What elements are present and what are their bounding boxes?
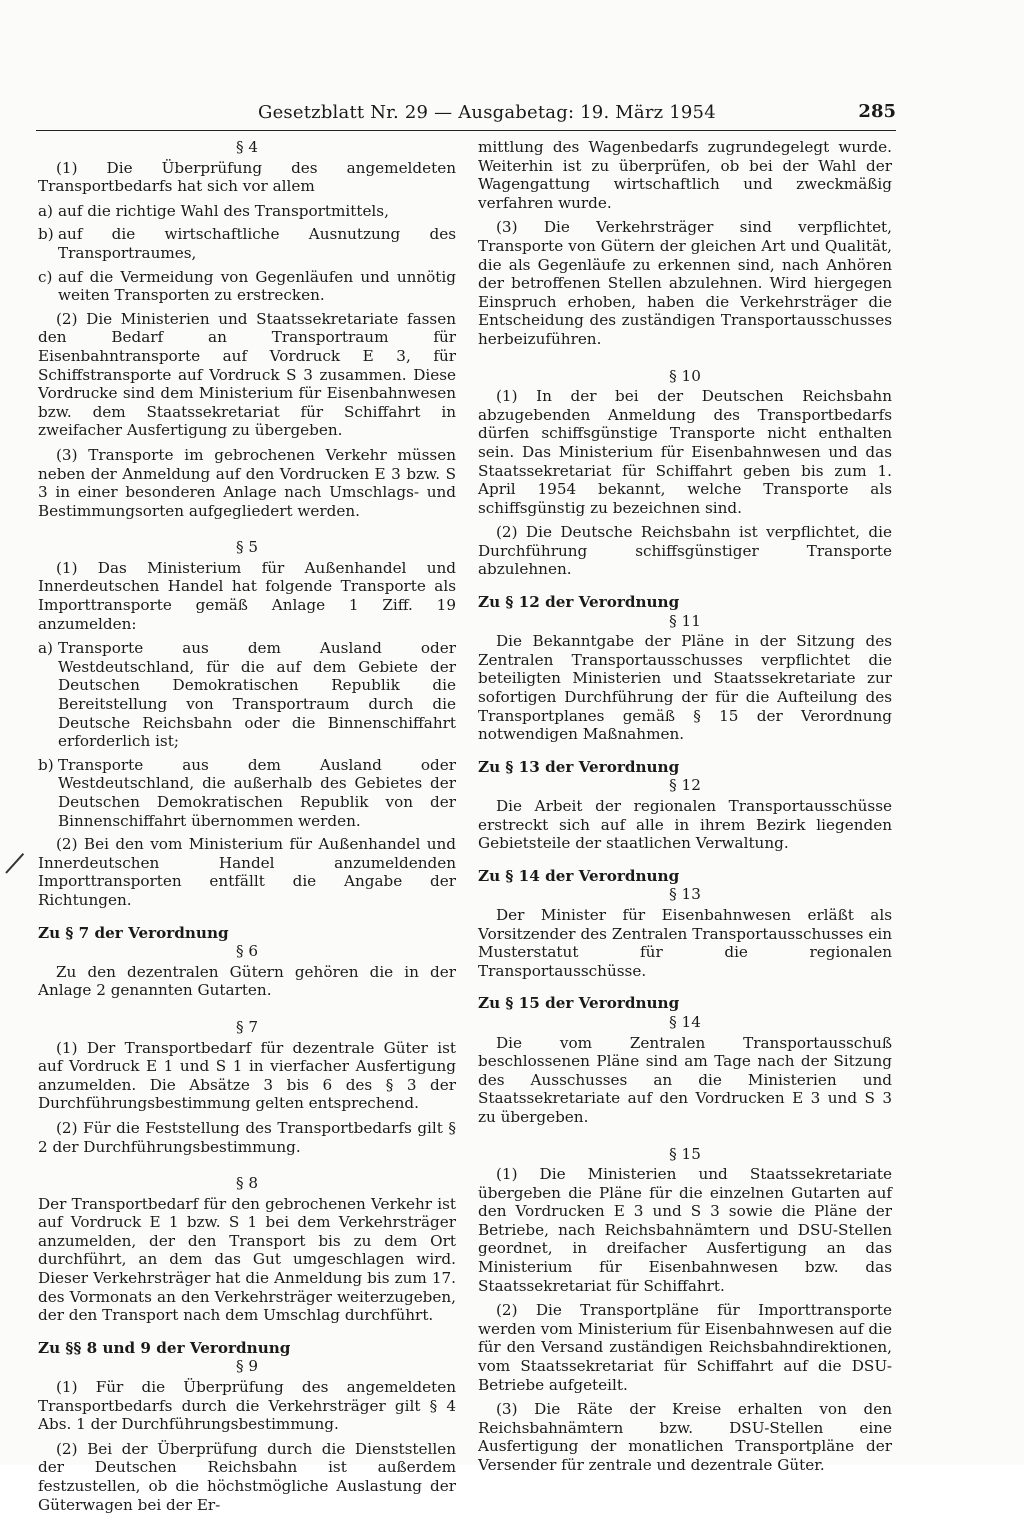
list-text: auf die Vermeidung von Gegenläufen und unnötig weiten Transporten zu erstrecken. — [58, 267, 456, 305]
section-heading: § 7 — [235, 1017, 259, 1036]
paragraph: (3) Die Räte der Kreise erhalten von den Reichsbahnämtern bzw. DSU-Stellen eine Ausfertigung der monatlichen Transportpläne der Versender für zentrale und dezentrale Güter. — [478, 1400, 892, 1474]
subheading-verordnung: Zu § 14 der Verordnung — [478, 866, 680, 885]
list-item — [38, 639, 456, 751]
section-heading: § 13 — [669, 885, 701, 904]
paragraph: Die vom Zentralen Transportausschuß beschlossenen Pläne sind am Tage nach der Sitzung des Ausschusses an die Ministerien und Staatssekretariate auf den Vordrucken E 3 und S 3 zu übergeben. — [478, 1033, 892, 1126]
paragraph: (1) Die Ministerien und Staatssekretariate übergeben die Pläne für die einzelnen Gutarten auf den Vordrucken E 3 und S 3 sowie die Pläne der Betriebe, nach Reichsbahnämtern und DSU-Stellen geordnet, in dreifacher Ausfertigung an das Ministerium für Eisenbahnwesen bzw. das Staatssekretariat für Schiffahrt. — [478, 1165, 892, 1295]
paragraph: (1) Der Transportbedarf für dezentrale Güter ist auf Vordruck E 1 und S 1 in vierfacher Ausfertigung anzumelden. Die Absätze 3 bis 6 des § 3 der Durchführungsbestimmung gelten entsprechend. — [38, 1038, 456, 1113]
subheading-verordnung: Zu § 7 der Verordnung — [38, 923, 229, 942]
paragraph: (2) Bei den vom Ministerium für Außenhandel und Innerdeutschen Handel anzumeldenden Importtransporten entfällt die Angabe der Richtungen. — [38, 835, 456, 909]
list-label: b) — [38, 755, 54, 774]
section-heading: § 4 — [235, 138, 259, 156]
list-text: Transporte aus dem Ausland oder Westdeutschland, für die auf dem Gebiete der Deutschen Demokratischen Republik die Bereitstellung von Transportraum durch die Deutsche Reichsbahn oder die Binnenschiffahrt erforderlich ist; — [58, 639, 456, 751]
right-column — [478, 138, 892, 1481]
list-item — [38, 225, 456, 262]
section-heading: § 15 — [669, 1144, 701, 1163]
paragraph: (1) Das Ministerium für Außenhandel und Innerdeutschen Handel hat folgende Transporte als Importtransporte gemäß Anlage 1 Ziff. 19 anzumelden: — [38, 558, 456, 633]
list-item — [38, 268, 456, 305]
header-title: Gesetzblatt Nr. 29 — Ausgabetag: 19. März 1954 — [258, 102, 716, 123]
subheading-verordnung: Zu § 12 der Verordnung — [478, 593, 680, 612]
list-text: Transporte aus dem Ausland oder Westdeutschland, die außerhalb des Gebietes der Deutschen Demokratischen Republik von der Binnenschiffahrt übernommen werden. — [58, 755, 456, 830]
scan-mark — [5, 853, 24, 874]
section-heading: § 10 — [669, 366, 701, 385]
paragraph: (1) Für die Überprüfung des angemeldeten Transportbedarfs durch die Verkehrsträger gilt § 4 Abs. 1 der Durchführungsbestimmung. — [38, 1378, 456, 1434]
subheading-verordnung: Zu § 15 der Verordnung — [478, 994, 680, 1013]
list-label: c) — [38, 267, 53, 286]
paragraph: mittlung des Wagenbedarfs zugrundegelegt wurde. Weiterhin ist zu überprüfen, ob bei der Wahl der Wagengattung wirtschaftlich und zweckmäßig verfahren wurde. — [478, 138, 892, 212]
paragraph: (2) Die Deutsche Reichsbahn ist verpflichtet, die Durchführung schiffsgünstiger Transporte abzulehnen. — [478, 523, 892, 579]
paragraph: Die Bekanntgabe der Pläne in der Sitzung des Zentralen Transportausschusses verpflichtet die beteiligten Ministerien und Staatssekretariate zur sofortigen Durchführung der für die Aufteilung des Transportplanes gemäß § 15 der Verordnung notwendigen Maßnahmen. — [478, 632, 892, 744]
list-item — [38, 756, 456, 830]
paragraph: (3) Die Verkehrsträger sind verpflichtet, Transporte von Gütern der gleichen Art und Qualität, die als Gegenläufe zu erkennen sind, nach Anhören der betroffenen Stellen abzulehnen. Wird hiergegen Einspruch erhoben, haben die Verkehrsträger die Entscheidung des zuständigen Transportausschusses herbeizuführen. — [478, 218, 892, 348]
section-heading: § 8 — [235, 1174, 259, 1193]
list-label: a) — [38, 639, 53, 658]
page-number: 285 — [858, 101, 896, 122]
list-text: auf die wirtschaftliche Ausnutzung des Transportraumes, — [58, 225, 456, 262]
paragraph: Der Transportbedarf für den gebrochenen Verkehr ist auf Vordruck E 1 bzw. S 1 bei dem Verkehrsträger anzumelden, der den Transport bis zu dem Ort durchführt, an dem das Gut umgeschlagen wird. Dieser Verkehrsträger hat die Anmeldung bis zum 17. des Vormonats an den Verkehrsträger weiterzugeben, der den Transport nach dem Umschlag durchführt. — [38, 1194, 456, 1325]
paragraph: (1) Die Überprüfung des angemeldeten Transportbedarfs hat sich vor allem — [38, 158, 456, 196]
list-label: b) — [38, 225, 54, 244]
section-heading: § 11 — [669, 611, 701, 630]
subheading-verordnung: Zu §§ 8 und 9 der Verordnung — [38, 1338, 291, 1357]
page-header — [36, 100, 896, 131]
paragraph: (2) Bei der Überprüfung durch die Dienststellen der Deutschen Reichsbahn ist außerdem festzustellen, ob die höchstmögliche Auslastung der Güterwagen bei der Er- — [38, 1439, 456, 1514]
section-heading: § 14 — [669, 1012, 701, 1031]
left-column — [38, 138, 456, 1520]
section-heading: § 6 — [235, 942, 259, 961]
list-text: auf die richtige Wahl des Transportmittels, — [58, 201, 389, 220]
list-item — [38, 202, 456, 221]
paragraph: Die Arbeit der regionalen Transportausschüsse erstreckt sich auf alle in ihrem Bezirk liegenden Gebietsteile der staatlichen Verwaltung. — [478, 797, 892, 853]
paragraph: (2) Die Ministerien und Staatssekretariate fassen den Bedarf an Transportraum für Eisenbahntransporte auf Vordruck E 3, für Schiffstransporte auf Vordruck S 3 zusammen. Diese Vordrucke sind dem Ministerium für Eisenbahnwesen bzw. dem Staatssekretariat für Schiffahrt in zweifacher Ausfertigung zu übergeben. — [38, 309, 456, 440]
paragraph: (2) Die Transportpläne für Importtransporte werden vom Ministerium für Eisenbahnwesen auf die für den Versand zuständigen Reichsbahndirektionen, vom Staatssekretariat für Schiffahrt auf die DSU-Betriebe aufgeteilt. — [478, 1301, 892, 1394]
list-label: a) — [38, 201, 53, 220]
section-heading: § 9 — [235, 1357, 259, 1376]
section-heading: § 12 — [669, 776, 701, 795]
paragraph: (1) In der bei der Deutschen Reichsbahn abzugebenden Anmeldung des Transportbedarfs dürfen schiffsgünstige Transporte nicht enthalten sein. Das Ministerium für Eisenbahnwesen und das Staatssekretariat für Schiffahrt geben bis zum 1. April 1954 bekannt, welche Transporte als schiffsgünstig zu bezeichnen sind. — [478, 387, 892, 517]
paragraph: (3) Transporte im gebrochenen Verkehr müssen neben der Anmeldung auf den Vordrucken E 3 bzw. S 3 in einer besonderen Anlage nach Umschlags- und Bestimmungsorten aufgegliedert werden. — [38, 445, 456, 520]
section-heading: § 5 — [235, 538, 259, 557]
paragraph: (2) Für die Feststellung des Transportbedarfs gilt § 2 der Durchführungsbestimmung. — [38, 1118, 456, 1156]
paragraph: Zu den dezentralen Gütern gehören die in der Anlage 2 genannten Gutarten. — [38, 962, 456, 1000]
subheading-verordnung: Zu § 13 der Verordnung — [478, 757, 680, 776]
paragraph: Der Minister für Eisenbahnwesen erläßt als Vorsitzender des Zentralen Transportausschusses ein Musterstatut für die regionalen Transportausschüsse. — [478, 905, 892, 980]
